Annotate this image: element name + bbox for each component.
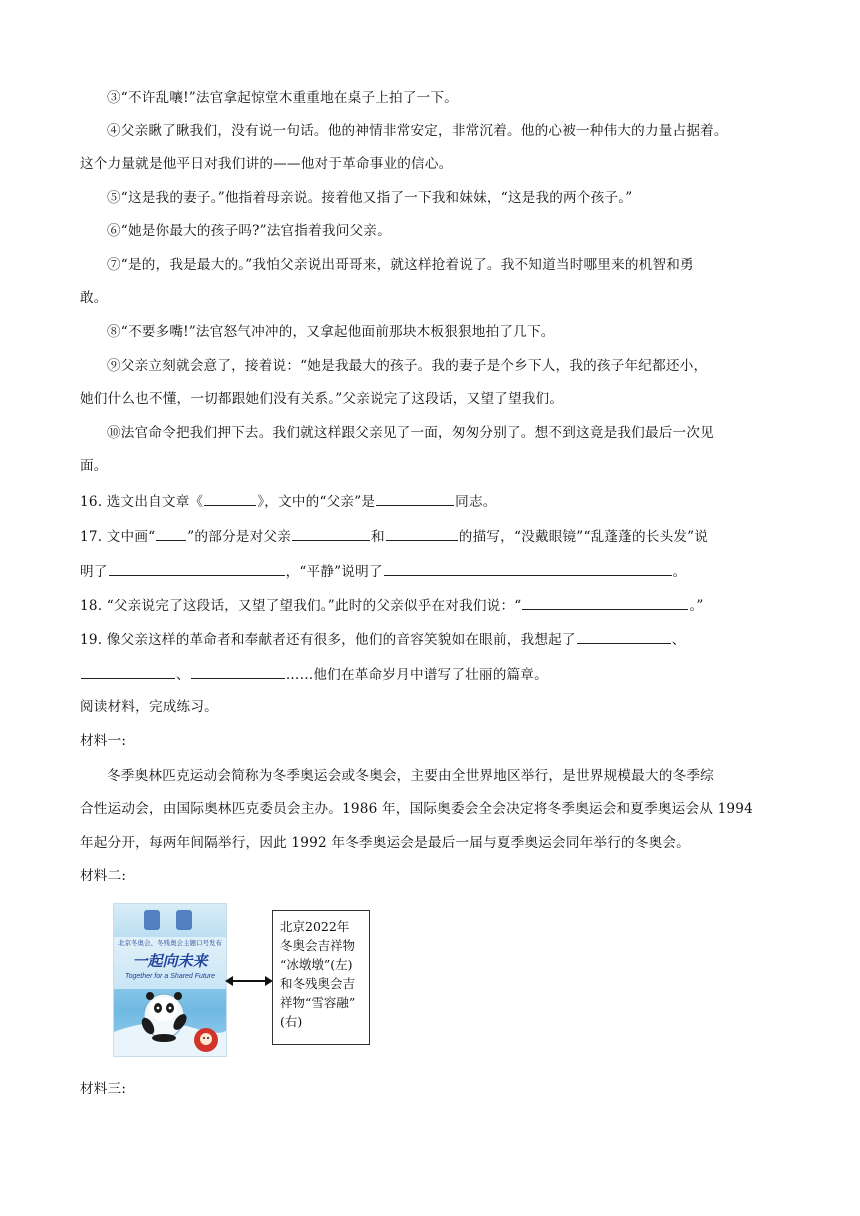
- question-17-text-d: 的描写，“没戴眼镜”“乱蓬蓬的长头发”说: [458, 529, 709, 545]
- question-16: [80, 490, 497, 512]
- material-1-line-2: 合性运动会，由国际奥林匹克委员会主办。1986 年，国际奥委会全会决定将冬季奥运会和夏季奥运会从 1994: [80, 801, 753, 817]
- paragraph-10-line-1: ⑩法官命令把我们押下去。我们就这样跟父亲见了一面，匆匆分别了。想不到这竟是我们最后一次见: [107, 425, 714, 441]
- answer-blank-17-1[interactable]: [292, 525, 370, 541]
- question-17-text-c: 和: [371, 529, 385, 545]
- paragraph-6: ⑥“她是你最大的孩子吗?”法官指着我问父亲。: [107, 223, 391, 239]
- answer-blank-19-2[interactable]: [81, 663, 175, 679]
- question-17-text-f: ，“平静”说明了: [285, 564, 383, 580]
- shuey-rhon-rhon-icon: [194, 1028, 218, 1052]
- poster-announcement-text: 北京冬奥会、冬残奥会主题口号发布: [118, 939, 222, 947]
- question-19-text-b: 、: [671, 632, 686, 648]
- material-1-line-1: 冬季奥林匹克运动会简称为冬季奥运会或冬奥会，主要由全世界地区举行，是世界规模最大的冬季综: [107, 768, 714, 784]
- question-17-line-1: [80, 525, 708, 547]
- answer-blank-17-2[interactable]: [386, 525, 458, 541]
- paragraph-7-line-1: ⑦“是的，我是最大的。”我怕父亲说出哥哥来，就这样抢着说了。我不知道当时哪里来的机智和勇: [107, 257, 694, 273]
- winter-olympics-poster: [113, 903, 227, 1057]
- material-1-line-3: 年起分开，每两年间隔举行，因此 1992 年冬季奥运会是最后一届与夏季奥运会同年举行的冬奥会。: [80, 835, 690, 851]
- question-19-line-2: [80, 663, 548, 685]
- answer-blank-19-1[interactable]: [577, 628, 671, 644]
- material-1-label: 材料一:: [80, 733, 127, 749]
- question-16-text-c: 同志。: [455, 494, 497, 510]
- question-16-text-a: 16. 选文出自文章《: [80, 494, 204, 510]
- paragraph-5: ⑤“这是我的妻子。”他指着母亲说。接着他又指了一下我和妹妹，“这是我的两个孩子。”: [107, 190, 633, 206]
- question-19-text-c: 、: [176, 667, 190, 683]
- question-17-text-g: 。: [672, 564, 687, 580]
- paragraph-8: ⑧“不要多嘴!”法官怒气冲冲的，又拿起他面前那块木板狠狠地拍了几下。: [107, 324, 555, 340]
- paragraph-7-line-2: 敢。: [80, 290, 108, 306]
- question-18: [80, 594, 704, 616]
- question-18-text-a: 18. “父亲说完了这段话，又望了望我们。”此时的父亲似乎在对我们说：“: [80, 598, 522, 614]
- answer-blank-19-3[interactable]: [191, 663, 285, 679]
- answer-blank-16-title[interactable]: [204, 490, 256, 506]
- paragraph-3: ③“不许乱嚷!”法官拿起惊堂木重重地在桌子上拍了一下。: [107, 90, 459, 106]
- underline-sample: [156, 525, 186, 541]
- question-17-text-e: 明了: [80, 564, 108, 580]
- paragraph-10-line-2: 面。: [80, 458, 108, 474]
- answer-blank-17-4[interactable]: [384, 560, 672, 576]
- mascot-caption-box: [272, 910, 370, 1045]
- question-19-line-1: [80, 628, 686, 650]
- material-3-label: 材料三:: [80, 1081, 127, 1097]
- answer-blank-17-3[interactable]: [109, 560, 285, 576]
- poster-slogan-cn: 一起向未来: [132, 952, 208, 970]
- poster-slogan-en: Together for a Shared Future: [124, 973, 216, 980]
- olympic-emblem-icon: [144, 910, 192, 930]
- question-17-text-b: ”的部分是对父亲: [187, 529, 291, 545]
- material-2-label: 材料二:: [80, 868, 127, 884]
- paragraph-4-line-1: ④父亲瞅了瞅我们，没有说一句话。他的神情非常安定，非常沉着。他的心被一种伟大的力量占据着。: [107, 123, 728, 139]
- question-17-text-a: 17. 文中画“: [80, 529, 156, 545]
- answer-blank-18[interactable]: [522, 594, 688, 610]
- paragraph-9-line-1: ⑨父亲立刻就会意了，接着说：“她是我最大的孩子。我的妻子是个乡下人，我的孩子年纪都还小，: [107, 358, 708, 374]
- reading-intro: 阅读材料，完成练习。: [80, 699, 218, 715]
- double-arrow-icon: [225, 975, 273, 987]
- question-16-text-b: 》，文中的“父亲”是: [257, 494, 376, 510]
- question-19-text-a: 19. 像父亲这样的革命者和奉献者还有很多，他们的音容笑貌如在眼前，我想起了: [80, 632, 576, 648]
- mascot-caption: 北京2022年 冬奥会吉祥物 “冰墩墩”(左) 和冬残奥会吉 祥物“雪容融” (右): [280, 919, 356, 1029]
- question-18-text-b: 。”: [689, 598, 704, 614]
- question-19-text-d: ……他们在革命岁月中谱写了壮丽的篇章。: [285, 667, 548, 683]
- paragraph-9-line-2: 她们什么也不懂，一切都跟她们没有关系。”父亲说完了这段话，又望了望我们。: [80, 391, 564, 407]
- answer-blank-16-name[interactable]: [376, 490, 454, 506]
- question-17-line-2: [80, 560, 686, 582]
- paragraph-4-line-2: 这个力量就是他平日对我们讲的——他对于革命事业的信心。: [80, 156, 453, 172]
